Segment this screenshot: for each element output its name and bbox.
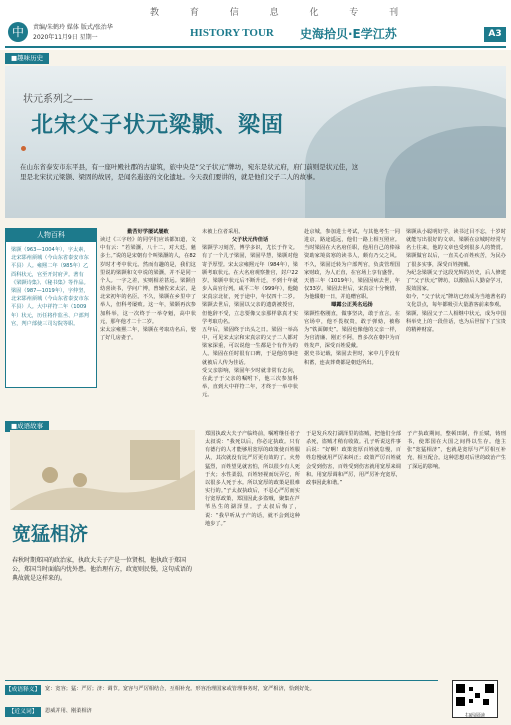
- column-text: 郑国执政大夫子产临终前，嘱咐继任者子太叔说：“我死以后，你必定执政。只有有德行的人才能够用宽厚的政策使百姓服从，其次就没有比严厉更有效的了。火势猛烈，百姓望见就害怕，所以很少有人死于火；水性柔弱，百姓轻视而玩弄它，所以很多人死于水。所以宽厚的政策是很难实行的。”子太叔执政后，不忍心严厉而实行宽厚政策，郑国因此多盗贼，聚集在芦苇丛生的湖泽里。子太叔后悔了，说：“我早听从子产的话，就不会到这种地步了。”: [205, 431, 300, 527]
- article-title: 北宋父子状元梁颢、梁固: [31, 113, 285, 138]
- article-column-2: [202, 228, 298, 418]
- note-label: 【近义词】: [5, 707, 41, 717]
- article-column-1: [100, 228, 196, 418]
- issue-date: 2020年11月9日 星期一: [33, 34, 98, 41]
- column-text: 赴京城，参加进士考试，与其他考生一同进京，路途遥远，他们一路上相互照应。当时梁固在大名府任职，他用自己的俸禄资助家境贫寒的读书人，颇有乃父之风。不久，梁固迁转为户部判官，负责管理国家财政，为人正直，在官场上享有盛誉。: [304, 229, 400, 276]
- column-subhead: 曝露公正英名远扬: [331, 302, 373, 309]
- column-text: 梁颢学习刻苦，博学多识，尤长于作文。有了一个儿子梁固，梁固早慧，梁颢对他寄予厚望。宋太宗雍熙元年（984年），梁颢考取状元。在大名府观察推官，封户22岁。梁颢中状元后不断升迁，不到十年就步入高官行列。咸平二年（999年），他随宋真宗北征，死于途中，年仅四十二岁。梁颢去世后，梁固以父亲的遗荫被授官，但他辞不受，立志要像父亲那样靠真才实学考取功名。: [202, 245, 298, 325]
- column-text: 五年后，梁固终于出头之日。梁固一举高中，可见宋太宗和宋真宗的父子二人都对梁家深重，可以说他一生都是个有作为的人。梁固在任时很有口碑，于是他的事迹就被后人传为佳话。: [202, 326, 298, 366]
- person-box-heading: 人物百科: [6, 229, 96, 242]
- column-text: 梁颢、梁固父子二人相继中状元，成为中国科举史上的一段佳话，也为后世留下了宝贵的精神财富。: [406, 310, 506, 333]
- section-tag-interesting-history: ■趣味历史: [5, 53, 49, 64]
- ancient-painting-illustration: [10, 430, 195, 510]
- column-subhead: 勤苦好学屡试屡败: [127, 229, 169, 235]
- idiom-column-3: [407, 430, 506, 675]
- column-text: 据史书记载，梁固去世时，家中几乎没有积蓄，连丧葬费都是朝廷所出。: [304, 351, 400, 366]
- column-text: 未被上位者采用。: [202, 229, 244, 235]
- column-subhead: 父子状元传佳话: [231, 237, 269, 244]
- column-text: 受父亲影响，梁固年少时就非常有志向，在此子于父亲的嘱咐下，他三次参加科举，直到大中祥符二年，才终于一举中状元。: [202, 367, 298, 399]
- column-text: 宋太宗雍熙二年，梁颢在考取功名后，娶了好几房妻子。: [100, 326, 196, 342]
- header-divider: [5, 46, 506, 48]
- column-text: 于是发兵攻打湖泽里的盗贼，把他们全部杀死，盗贼才稍有收敛。孔子听说这件事后说：“好啊！政策宽厚百姓就怠慢，百姓怠慢就用严厉来纠正；政策严厉百姓就会受到伤害，百姓受到伤害就用宽厚来调和。用宽厚调和严厉，用严厉补充宽厚，政事因此和谐。”: [306, 431, 401, 486]
- bullet-dot-icon: [21, 146, 26, 151]
- note-text: 恩威并用、刚柔相济: [45, 708, 92, 714]
- qr-caption: 扫码阅读: [464, 713, 485, 719]
- note-label: 【成语释义】: [5, 687, 41, 693]
- idiom-title: 宽猛相济: [12, 523, 89, 545]
- person-encyclopedia-box: [5, 228, 97, 388]
- newspaper-logo-icon: 中: [8, 22, 28, 42]
- idiom-column-2: [306, 430, 401, 675]
- idiom-lead: 春秋时期郑国的政治家，执政大夫子产是一位贤相，他执政于郑国公，郑国当时面临内忧外患。他治理有方，政宽则民慢，这句成语的典故就是这样来的。: [12, 557, 193, 582]
- hero-banner: [5, 66, 506, 218]
- article-column-3: [304, 228, 400, 418]
- column-text: 梁颢从小聪明好学，读书过目不忘，十岁时就能写出很好的文章。梁颢在京城时经常与名士往来，他的文章也受到很多人的赞赏。梁颢做官以后，一直关心百姓疾苦，为民办了很多实事，深受百姓拥戴。: [406, 229, 506, 268]
- series-label: 状元系列之——: [23, 94, 93, 105]
- editor-credits: 责编/朱鹤玲 媒体 版式/张治华: [33, 24, 113, 31]
- history-tour-label: HISTORY TOUR: [190, 27, 274, 39]
- section-tag-idiom-story: ■成语故事: [5, 421, 49, 432]
- section-title: 史海拾贝·E学江苏: [300, 27, 397, 41]
- header-slogan: 教 育 信 息 化 专 刊: [150, 8, 413, 18]
- column-text: 读过《三字经》的同学们应该都知道，文中有云：“若梁灏，八十二，对大廷，魁多士。”说的是宋朝有个叫梁灏的人，在82岁时才考中状元。然而有趣的是，我们这里说的梁颢和文中说的梁灏，并不是同一个人。一字之差，实则相差甚远。梁颢自幼喜读书，学问广博，曾辅佐宋太宗，是北宋初年的名臣。不久，梁颢在乡里中了举人，但科考屡败。这一年，梁颢再次参加科举，这一次终于一举夺魁，高中状元，那年他才二十二岁。: [100, 237, 196, 325]
- idiom-column-1: [205, 430, 300, 675]
- column-text: 为纪念梁颢父子这段光辉的历史，后人修建了“父子状元”牌坊，以激励后人勤奋学习，报效国家。: [406, 269, 506, 293]
- article-column-4: [406, 228, 506, 418]
- idiom-notes-box: [5, 680, 438, 721]
- person-box-text: 梁颢（963—1004年），字太素，北宋郓州须城（今山东省泰安市东平县）人。雍熙二年（985年）乙酉科状元，官至开封府尹。著有《梁颢诗集》、《秘书集》等作品。梁固（987—1019年），字仲坚，北宋郓州须城（今山东省泰安市东平县）人。大中祥符二年（1009年）状元，历任将作监丞、户部判官，判户部使三司勾院等职。: [11, 247, 89, 327]
- column-text: 天禧三年（1019年），梁固因病去世，年仅33岁。梁固去世后，宋真宗十分惋惜，为他辍朝一日，并追赠官职。: [304, 277, 400, 301]
- article-lead: 在山东省泰安市东平县，有一座叶殿社郡的古建筑，旅中央是“父子状元”牌坊，宛东是状元府，府门前则是状元佳，这里是北宋状元梁颢、梁固的故居，是闻名遐迩的文化遗址。今天我们要讲的，就是他们父子二人的故事。: [20, 163, 359, 181]
- column-text: 梁颢性格刚直，做事坚决，敢于直言。在官场中，他不畏权贵，敢于弹劾，被称为“铁面御史”。梁固也像他的父亲一样，为官清廉、刚正不阿，曾多次在朝中为百姓发声，深受百姓爱戴。: [304, 310, 400, 350]
- note-text: 宽：宽容；猛：严厉；济：调节。宽容与严厉相结合，互相补充。形容治理国家或管理事务时，宽严相济，恰到好处。: [45, 686, 315, 692]
- qr-code-icon[interactable]: [452, 680, 498, 718]
- column-text: 子产执政期间，整顿田制，作丘赋，铸刑书，使郑国在大国之间得以生存。他主张“宽猛相济”，也就是宽厚与严厉相互补充，相互配合。这种思想对后世的政治产生了深远的影响。: [407, 431, 506, 470]
- page-number-badge: A3: [484, 27, 506, 42]
- column-text: 如今，“父子状元”牌坊已经成为当地著名的文化景点，每年都吸引大量游客前来参观。: [406, 294, 506, 309]
